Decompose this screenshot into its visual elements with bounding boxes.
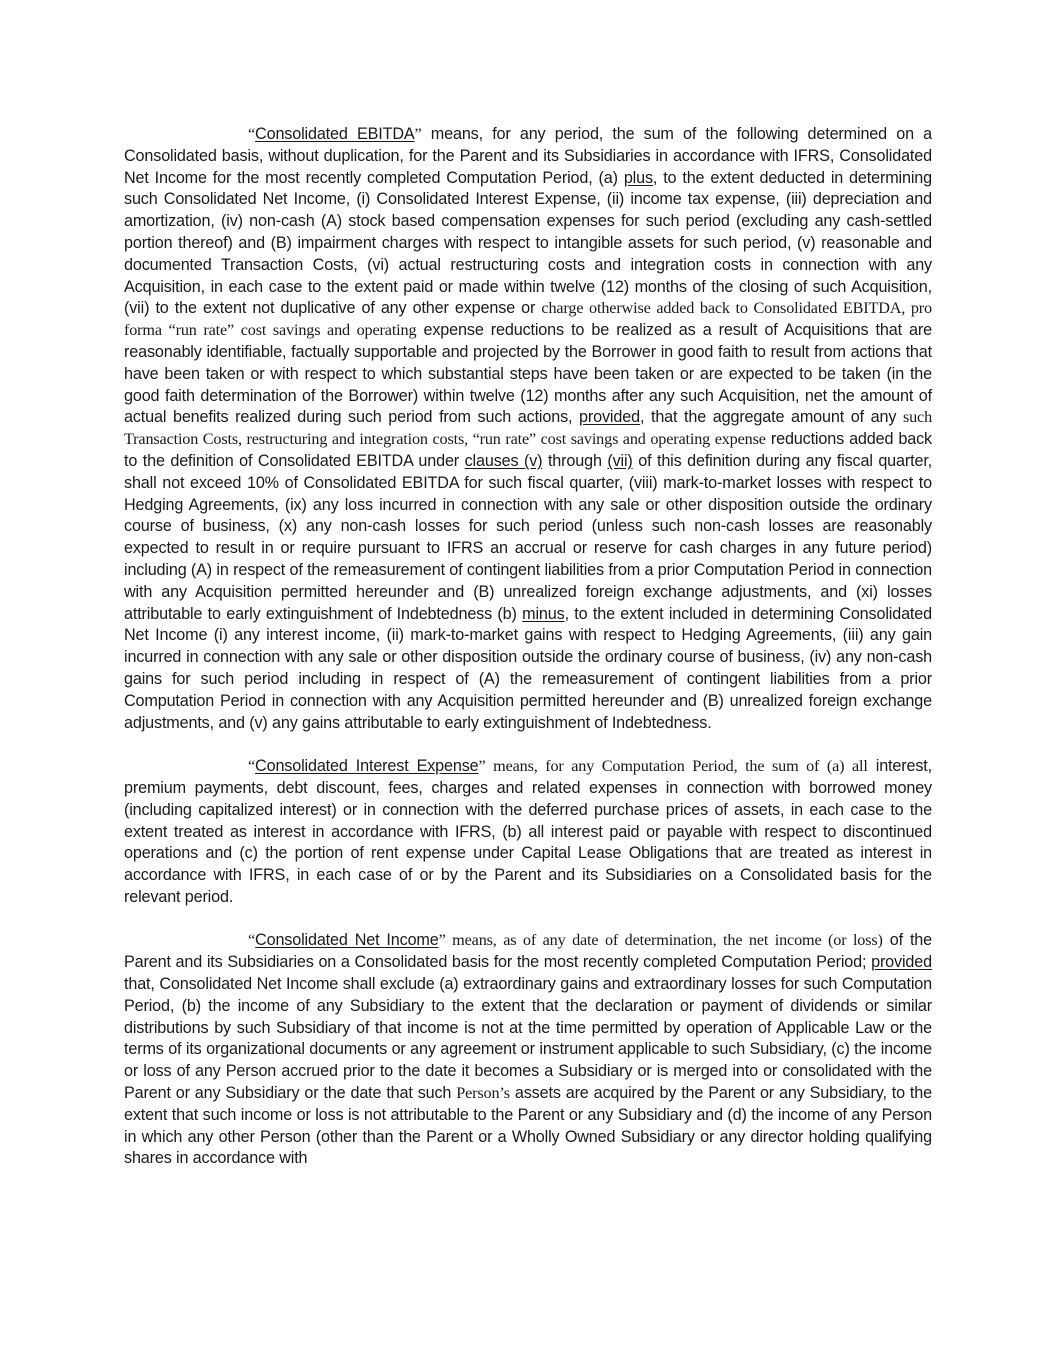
- serif-text: Person’s: [456, 1084, 510, 1103]
- serif-text: “: [248, 931, 256, 950]
- serif-text: “: [248, 757, 256, 776]
- serif-text: “: [248, 125, 256, 143]
- serif-text: ” means, for any Computation Period, the sum of (a) all: [478, 757, 868, 776]
- underlined-term: clauses (v): [464, 451, 543, 470]
- body-text: interest, premium payments, debt discount, fees, charges and related expenses in connection with borrowed money (including capitalized interest) or in connection with the deferred purchase prices of assets, in each case to the extent treated as interest in accordance with IFRS, (b) all interest paid or payable with respect to discontinued operations and (c) the portion of rent expense under Capital Lease Obligations that are treated as interest in accordance with IFRS, in each case of or by the Parent and its Subsidiaries on a Consolidated basis for the relevant period.: [124, 757, 932, 906]
- underlined-term: provided: [871, 953, 932, 972]
- body-text: of the Parent and its Subsidiaries on a Consolidated basis for the most recently completed Computation Period;: [124, 931, 933, 972]
- serif-text: ” means, as of any date of determination, the net income (or loss): [438, 931, 883, 950]
- underlined-term: plus: [623, 168, 653, 187]
- underlined-term: provided: [579, 408, 640, 427]
- body-text: , to the extent deducted in determining such Consolidated Net Income, (i) Consolidated Interest Expense, (ii) income tax expense, (iii) depreciation and amortization, (iv) non-cash (A) stock based compensation expenses for such period (excluding any cash-settled portion thereof) and (B) impairment charges with respect to intangible assets for such period, (v) reasonable and documented Transaction Costs, (vi) actual restructuring costs and integration costs in connection with any Acquisition, in each case to the extent paid or made within twelve (12) months of the closing of such Acquisition, (vii) to the extent not duplicative of any other expense or: [124, 168, 932, 318]
- underlined-term: Consolidated Net Income: [255, 931, 439, 950]
- serif-text: charge otherwise added back to Consolidated EBITDA, pro forma “run rate” cost savings and operating: [124, 299, 932, 340]
- underlined-term: (vii): [607, 451, 633, 470]
- body-text: , to the extent included in determining Consolidated Net Income (i) any interest income, (ii) mark-to-market gains with respect to Hedging Agreements, (iii) any gain incurred in connection with any sale or other disposition outside the ordinary course of business, (iv) any non-cash gains for such period including in respect of (A) the remeasurement of contingent liabilities from a prior Computation Period in connection with any Acquisition permitted hereunder and (B) unrealized foreign exchange adjustments, and (v) any gains attributable to early extinguishment of Indebtedness.: [124, 604, 932, 732]
- body-text: through: [542, 451, 608, 470]
- serif-text: such Transaction Costs, restructuring and integration costs, “run rate” cost savings and operating expense: [124, 408, 933, 449]
- document-page: [124, 124, 932, 1192]
- definition-consolidated-ebitda: [124, 124, 932, 734]
- underlined-term: Consolidated Interest Expense: [255, 757, 479, 776]
- definition-consolidated-interest-expense: [124, 756, 932, 909]
- body-text: expense reductions to be realized as a result of Acquisitions that are reasonably identifiable, factually supportable and projected by the Borrower in good faith to result from actions that have been taken or with respect to which substantial steps have been taken or are expected to be taken (in the good faith determination of the Borrower) within twelve (12) months after any such Acquisition, net the amount of actual benefits realized during such period from such actions,: [124, 321, 933, 427]
- body-text: , that the aggregate amount of any: [639, 408, 903, 427]
- body-text: reductions added back to the definition of Consolidated EBITDA under: [124, 430, 932, 470]
- definition-consolidated-net-income: [124, 930, 932, 1170]
- underlined-term: Consolidated EBITDA: [255, 125, 415, 143]
- body-text: means, for any period, the sum of the following determined on a Consolidated basis, without duplication, for the Parent and its Subsidiaries in accordance with IFRS, Consolidated Net Income for the most recently completed Computation Period, (a): [124, 125, 932, 187]
- body-text: that, Consolidated Net Income shall exclude (a) extraordinary gains and extraordinary losses for such Computation Period, (b) the income of any Subsidiary to the extent that the declaration or payment of dividends or similar distributions by such Subsidiary of that income is not at the time permitted by operation of Applicable Law or the terms of its organizational documents or any agreement or instrument applicable to such Subsidiary, (c) the income or loss of any Person accrued prior to the date it becomes a Subsidiary or is merged into or consolidated with the Parent or any Subsidiary or the date that such: [124, 975, 932, 1103]
- underlined-term: minus: [522, 604, 565, 623]
- serif-text: ”: [414, 125, 422, 143]
- body-text: assets are acquired by the Parent or any Subsidiary, to the extent that such income or loss is not attributable to the Parent or any Subsidiary and (d) the income of any Person in which any other Person (other than the Parent or a Wholly Owned Subsidiary or any director holding qualifying shares in accordance with: [124, 1084, 932, 1168]
- body-text: of this definition during any fiscal quarter, shall not exceed 10% of Consolidated EBITDA for such fiscal quarter, (viii) mark-to-market losses with respect to Hedging Agreements, (ix) any loss incurred in connection with any sale or other disposition outside the ordinary course of business, (x) any non-cash losses for such period (unless such non-cash losses are reasonably expected to result in or require pursuant to IFRS an accrual or reserve for cash charges in any future period) including (A) in respect of the remeasurement of contingent liabilities from a prior Computation Period in connection with any Acquisition permitted hereunder and (B) unrealized foreign exchange adjustments, and (xi) losses attributable to early extinguishment of Indebtedness (b): [124, 451, 933, 623]
